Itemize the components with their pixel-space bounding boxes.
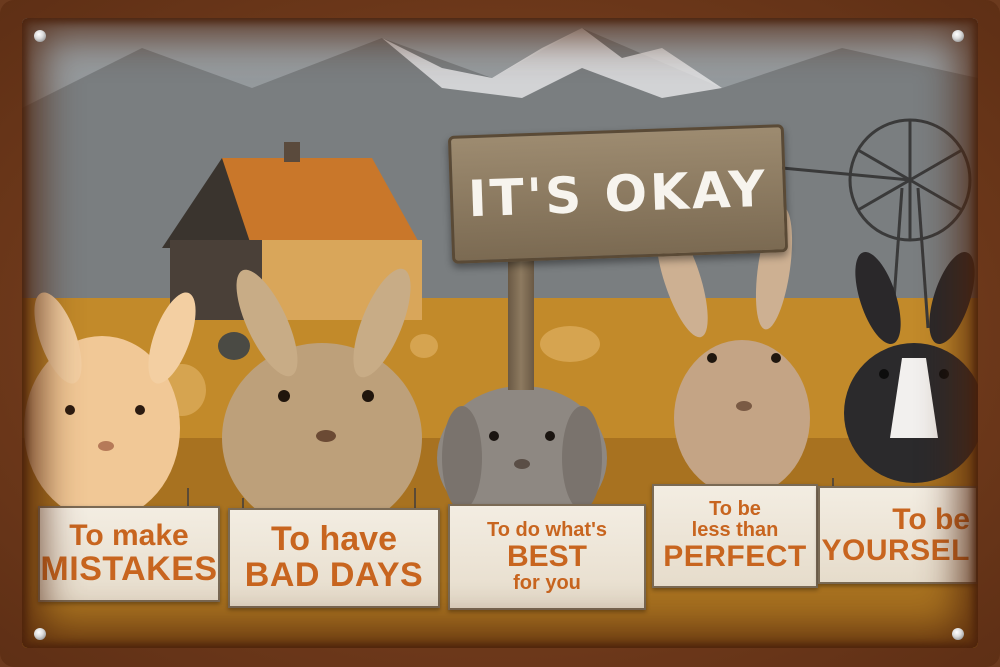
plank-line: BEST bbox=[506, 540, 587, 574]
plank-line: To make bbox=[69, 519, 189, 553]
plank-best bbox=[448, 504, 646, 610]
plank-mistakes bbox=[38, 506, 220, 602]
sign-post bbox=[508, 250, 534, 390]
plank-line: for you bbox=[513, 571, 581, 594]
plank-line: To be bbox=[709, 498, 761, 521]
plank-line: YOURSEL bbox=[821, 534, 970, 567]
plank-line: BAD DAYS bbox=[244, 556, 424, 594]
plank-line: To be bbox=[892, 502, 970, 536]
farm-scene bbox=[22, 18, 978, 648]
rivet-top-left bbox=[34, 30, 46, 42]
plank-line: PERFECT bbox=[663, 540, 807, 574]
plank-line: less than bbox=[691, 519, 779, 542]
plank-line: To do what's bbox=[487, 519, 607, 542]
title-board bbox=[448, 124, 788, 264]
rivet-bottom-left bbox=[34, 628, 46, 640]
sign-title: IT'S OKAY bbox=[467, 159, 769, 229]
plank-bad-days bbox=[228, 508, 440, 608]
plank-line: MISTAKES bbox=[40, 549, 218, 588]
plank-yourself bbox=[818, 486, 978, 584]
plank-perfect bbox=[652, 484, 818, 588]
plank-line: To have bbox=[271, 520, 397, 559]
rivet-bottom-right bbox=[952, 628, 964, 640]
rivet-top-right bbox=[952, 30, 964, 42]
